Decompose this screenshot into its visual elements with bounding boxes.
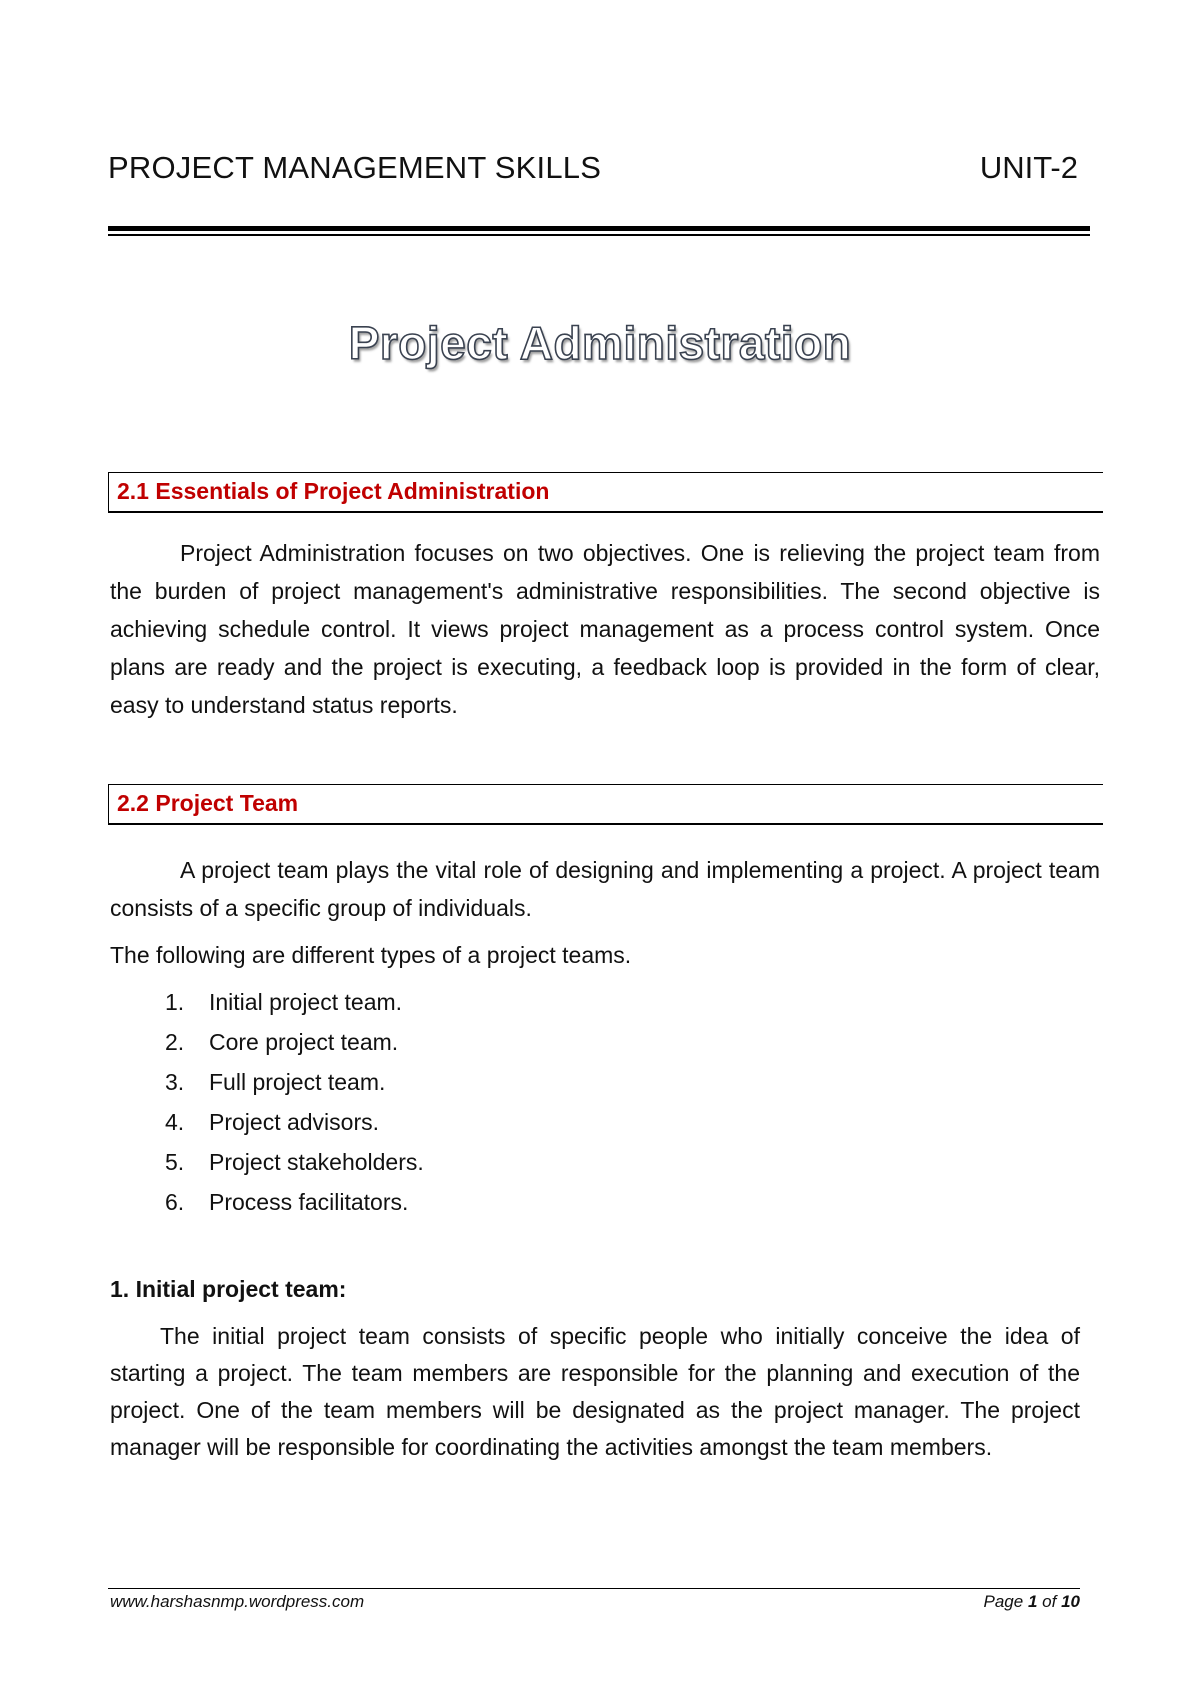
list-item <box>165 1062 865 1102</box>
list-item-text: Full project team. <box>209 1069 386 1095</box>
footer-page-label: Page <box>983 1592 1024 1611</box>
footer-website-link[interactable]: www.harshasnmp.wordpress.com <box>110 1592 365 1611</box>
list-item-text: Initial project team. <box>209 989 403 1015</box>
list-item <box>165 1182 865 1222</box>
section-2-2-paragraph: A project team plays the vital role of designing and implementing a project. A project team consists of a specific group of individuals. <box>110 857 1100 921</box>
list-item-text: Process facilitators. <box>209 1189 409 1215</box>
footer-page-number <box>984 1592 1080 1612</box>
footer-of-label: of <box>1042 1592 1057 1611</box>
header-rule-thin <box>108 234 1090 236</box>
team-types-list <box>165 982 865 1222</box>
list-item-number: 3. <box>165 1069 185 1095</box>
subsection-heading-initial-team: 1. Initial project team: <box>110 1276 347 1302</box>
section-2-1-paragraph: Project Administration focuses on two objectives. One is relieving the project team from the burden of project management's administrative responsibilities. The second objective is achieving schedule control. It views project management as a process control system. Once plans are ready and the project is executing, a feedback loop is provided in the form of clear, easy to understand status reports. <box>110 540 1100 718</box>
list-item <box>165 1102 865 1142</box>
section-heading-2-1: 2.1 Essentials of Project Administration <box>117 478 550 504</box>
page-title: Project Administration <box>348 317 852 369</box>
team-types-intro: The following are different types of a project teams. <box>110 942 632 968</box>
list-item <box>165 982 865 1022</box>
subsection-initial-team-paragraph: The initial project team consists of specific people who initially conceive the idea of starting a project. The team members are responsible for the planning and execution of the project. One of the team members will be designated as the project manager. The project manager will be responsible for coordinating the activities amongst the team members. <box>110 1323 1080 1460</box>
section-heading-2-2: 2.2 Project Team <box>117 790 299 816</box>
header-unit-label: UNIT-2 <box>979 150 1078 185</box>
section-heading-box-2-2 <box>108 784 1103 825</box>
footer-page-current: 1 <box>1027 1592 1038 1611</box>
page-header <box>108 150 1078 196</box>
list-item-number: 5. <box>165 1149 185 1175</box>
footer-rule <box>108 1588 1080 1589</box>
list-item-number: 6. <box>165 1189 185 1215</box>
list-item-text: Project stakeholders. <box>209 1149 424 1175</box>
list-item-number: 4. <box>165 1109 185 1135</box>
header-rule-thick <box>108 226 1090 231</box>
list-item-number: 2. <box>165 1029 185 1055</box>
list-item <box>165 1022 865 1062</box>
header-course-title: PROJECT MANAGEMENT SKILLS <box>108 150 602 185</box>
list-item-number: 1. <box>165 989 185 1015</box>
list-item-text: Core project team. <box>209 1029 399 1055</box>
list-item <box>165 1142 865 1182</box>
section-heading-box-2-1 <box>108 472 1103 513</box>
list-item-text: Project advisors. <box>209 1109 380 1135</box>
footer-page-total: 10 <box>1061 1592 1080 1611</box>
